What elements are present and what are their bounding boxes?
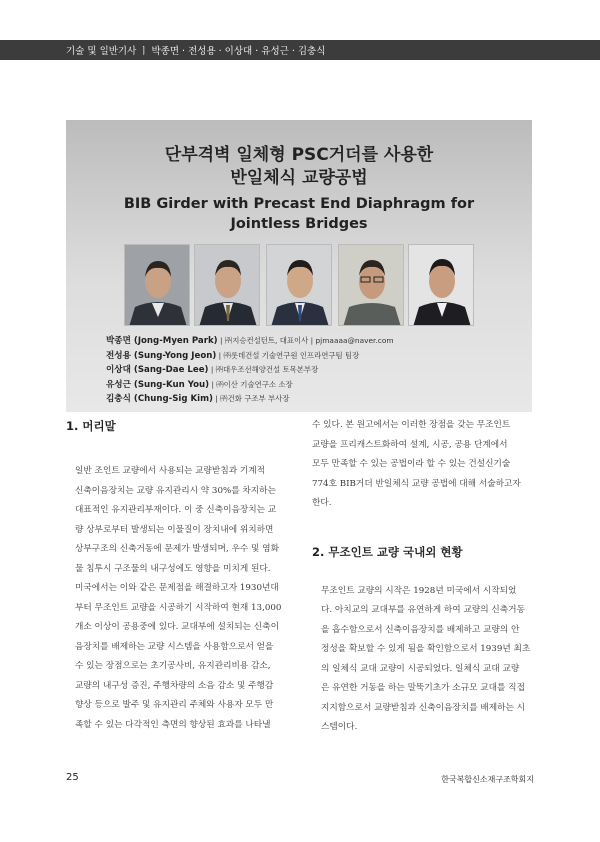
text-line: 물 침투시 구조물의 내구성에도 영향을 미치게 된다. bbox=[75, 563, 271, 574]
journal-name: 한국복합신소재구조학회지 bbox=[441, 775, 534, 784]
right-column bbox=[312, 418, 534, 738]
author-name: 김충식 (Chung-Sig Kim) bbox=[106, 394, 213, 404]
author-photo-2 bbox=[194, 244, 260, 326]
english-title bbox=[66, 194, 532, 234]
text-line: 지지함으로서 교량받침과 신축이음장치를 배제하는 시 bbox=[321, 702, 526, 713]
left-column bbox=[66, 418, 288, 735]
text-line: 신축이음장치는 교량 유지관리시 약 30%를 차지하는 bbox=[75, 485, 276, 496]
text-line: 수 있는 장점으로는 초기공사비, 유지관리비용 감소, bbox=[75, 661, 271, 671]
introduction-continuation bbox=[312, 416, 534, 514]
text-line: 족할 수 있는 다각적인 측면의 향상된 효과를 나타낼 bbox=[75, 719, 271, 730]
text-line: 의 일체식 교대 교량이 시공되었다. 일체식 교대 교량 bbox=[321, 663, 520, 674]
text-line: 부터 무조인트 교량을 시공하기 시작하여 현재 13,000 bbox=[75, 602, 282, 613]
author-list bbox=[106, 334, 526, 407]
text-line: 상부구조의 신축거동에 문제가 발생되며, 우수 및 염화 bbox=[75, 544, 279, 554]
author-line bbox=[106, 363, 526, 378]
author-affiliation: | ㈜대우조선해양건설 토목본부장 bbox=[208, 365, 319, 374]
text-line: 대표적인 유지관리부재이다. 이 중 신축이음장치는 교 bbox=[75, 505, 277, 515]
text-line: 개소 이상이 공용중에 있다. 교대부에 설치되는 신축이 bbox=[75, 622, 279, 632]
text-line: 한다. bbox=[312, 498, 332, 508]
text-line: 은 유연한 거동을 하는 말뚝기초가 소규모 교대를 직접 bbox=[321, 683, 525, 693]
status-paragraph bbox=[312, 582, 534, 738]
page-number: 25 bbox=[66, 772, 79, 783]
author-line bbox=[106, 334, 526, 349]
author-name: 이상대 (Sang-Dae Lee) bbox=[106, 365, 209, 375]
text-line: 교량을 프리캐스트화하여 설계, 시공, 공용 단계에서 bbox=[312, 439, 508, 450]
article-header-box bbox=[66, 120, 532, 412]
author-photo-5 bbox=[408, 244, 474, 326]
text-line: 미국에서는 이와 같은 문제점을 해결하고자 1930년대 bbox=[75, 583, 279, 593]
running-header: 기술 및 일반기사 ㅣ 박종면 · 전성용 · 이상대 · 유성근 · 김충식 bbox=[66, 46, 326, 57]
author-photo-4 bbox=[338, 244, 404, 326]
text-line: 모두 만족할 수 있는 공법이라 할 수 있는 건설신기술 bbox=[312, 459, 511, 469]
text-line: 정성을 확보할 수 있게 됨을 확인함으로서 1939년 최초 bbox=[321, 644, 531, 654]
text-line: 다. 아치교의 교대부를 유연하게 하여 교량의 신축거동 bbox=[321, 605, 525, 615]
section-heading-introduction: 1. 머리말 bbox=[66, 419, 116, 433]
text-line: 교량의 내구성 증진, 주행차량의 소음 감소 및 주행감 bbox=[75, 680, 274, 691]
text-line: 을 흡수함으로서 신축이음장치를 배제하고 교량의 안 bbox=[321, 624, 520, 635]
section-heading-status: 2. 무조인트 교량 국내외 현황 bbox=[312, 544, 463, 559]
author-affiliation: | ㈜롯데건설 기술연구원 인프라연구팀 팀장 bbox=[216, 350, 360, 360]
author-name: 박종면 (Jong-Myen Park) bbox=[106, 336, 218, 346]
author-photo-1 bbox=[124, 244, 190, 326]
text-line: 스템이다. bbox=[321, 722, 358, 732]
author-affiliation: | ㈜이산 기술연구소 소장 bbox=[209, 379, 293, 389]
running-header-bar bbox=[0, 40, 600, 60]
author-line bbox=[106, 392, 526, 407]
introduction-paragraph bbox=[66, 462, 288, 735]
korean-title-line-1: 단부격벽 일체형 PSC거더를 사용한 bbox=[164, 145, 434, 165]
text-line: 량 상부로부터 발생되는 이물질이 장치내에 위치하면 bbox=[75, 524, 274, 535]
author-name: 전성용 (Sung-Yong Jeon) bbox=[106, 350, 217, 361]
text-line: 774호 BIB거더 반일체식 교량 공법에 대해 서술하고자 bbox=[312, 478, 521, 489]
english-title-line-2: Jointless Bridges bbox=[230, 216, 368, 232]
text-line: 향상 등으로 발주 및 유지관리 주체와 사용자 모두 만 bbox=[75, 700, 274, 710]
author-affiliation: | ㈜건화 구조부 부사장 bbox=[212, 394, 290, 403]
author-line bbox=[106, 349, 526, 364]
korean-title-line-2: 반일체식 교량공법 bbox=[230, 168, 368, 188]
text-line: 일반 조인트 교량에서 사용되는 교량받침과 기계적 bbox=[75, 466, 266, 476]
korean-title bbox=[66, 144, 532, 190]
text-line: 무조인트 교량의 시작은 1928년 미국에서 시작되었 bbox=[321, 585, 517, 596]
text-line: 음장치를 배제하는 교량 시스템을 사용함으로서 얻을 bbox=[75, 641, 274, 652]
text-line: 수 있다. 본 원고에서는 이러한 장점을 갖는 무조인트 bbox=[312, 420, 511, 430]
author-photo-3 bbox=[266, 244, 332, 326]
author-name: 유성근 (Sung-Kun You) bbox=[106, 379, 210, 390]
author-line bbox=[106, 378, 526, 393]
english-title-line-1: BIB Girder with Precast End Diaphragm for bbox=[123, 196, 475, 212]
author-affiliation: | ㈜지승컨설턴트, 대표이사 | pjmaaaa@naver.com bbox=[217, 336, 394, 345]
